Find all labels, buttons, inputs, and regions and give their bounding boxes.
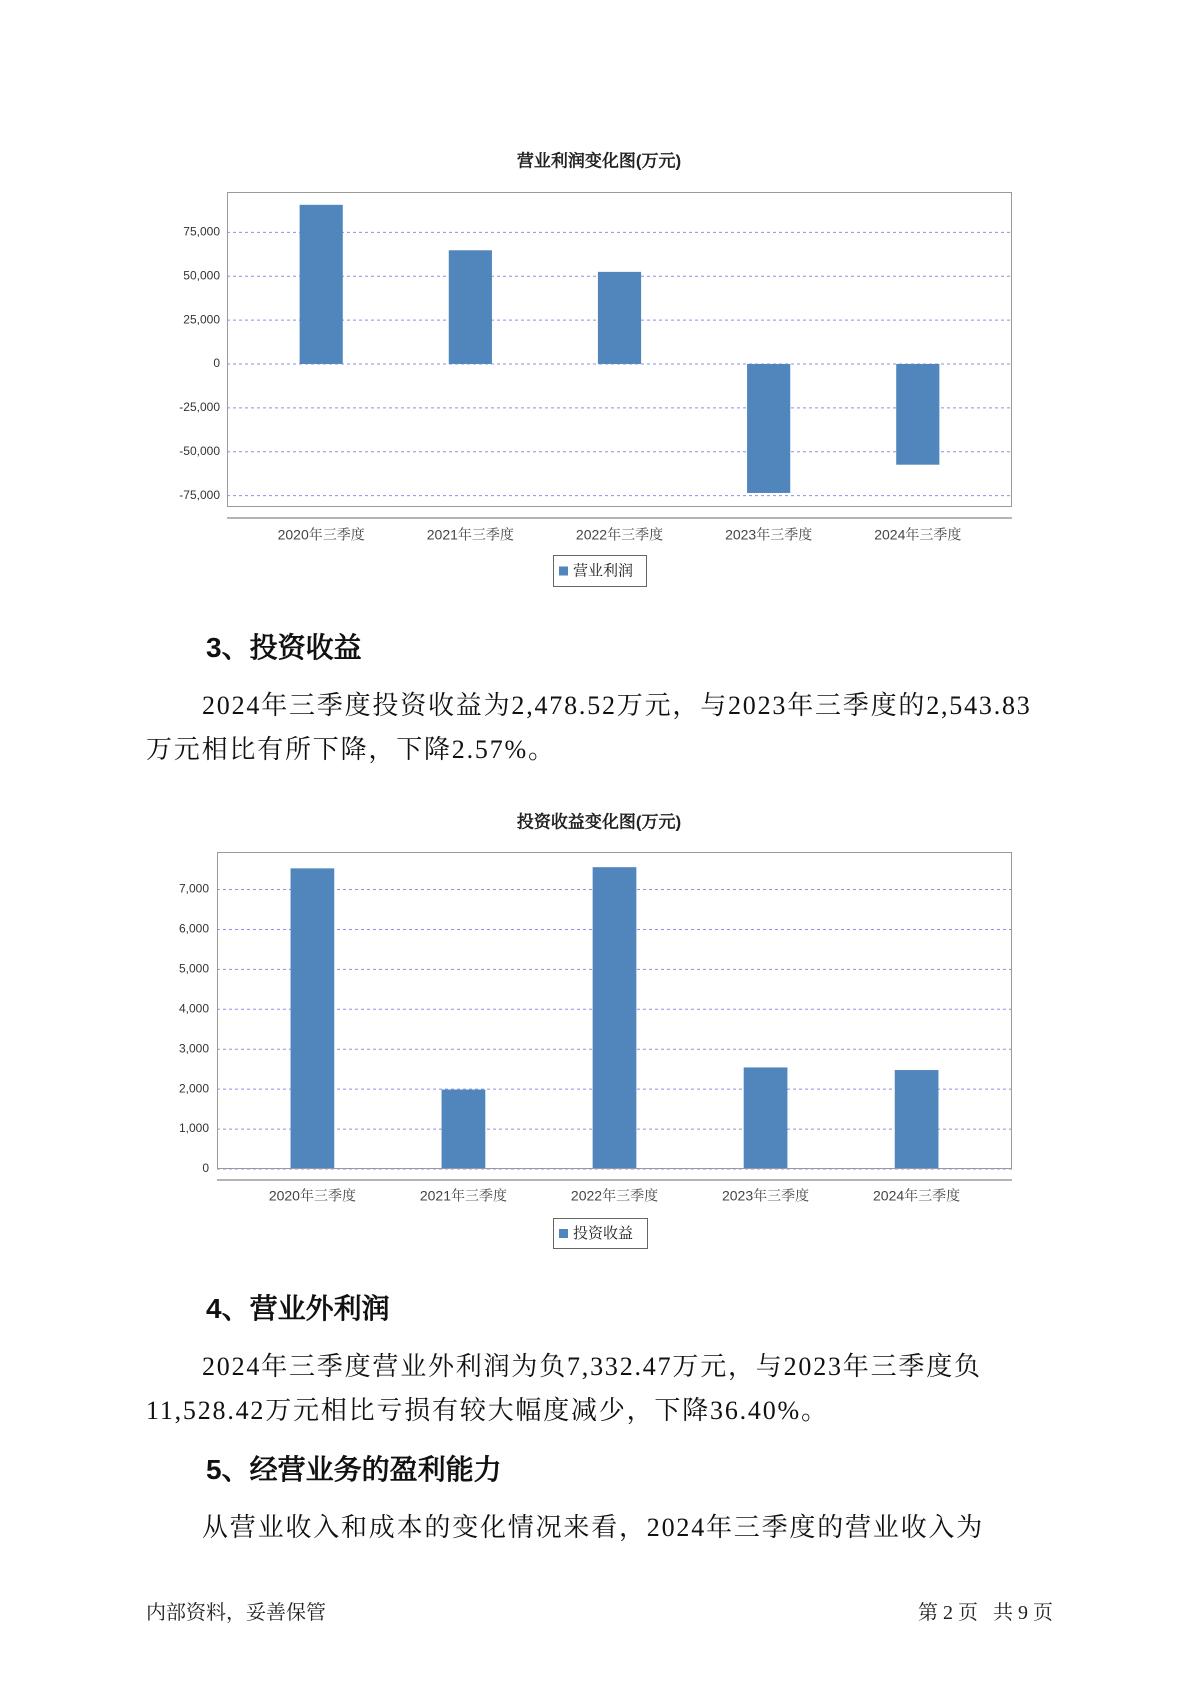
bar-2022年三季度 <box>593 867 637 1169</box>
investment-income-chart <box>150 800 1040 1260</box>
bar-2022年三季度 <box>598 272 641 364</box>
y-tick-label: 75,000 <box>183 224 220 239</box>
paragraph <box>146 1506 1048 1550</box>
section-profitability <box>146 1450 1048 1550</box>
footer-confidential-note: 内部资料，妥善保管 <box>146 1602 326 1624</box>
paragraph-line: 从营业收入和成本的变化情况来看，2024年三季度的营业收入为 <box>202 1513 985 1542</box>
x-category-label: 2022年三季度 <box>570 1187 659 1204</box>
legend-label: 投资收益 <box>573 1224 634 1242</box>
bar-2024年三季度 <box>896 364 939 465</box>
legend-swatch <box>559 1229 568 1238</box>
y-tick-label: 2,000 <box>178 1081 209 1096</box>
paragraph <box>146 684 1048 772</box>
y-tick-label: -50,000 <box>179 443 220 458</box>
x-category-label: 2020年三季度 <box>268 1187 356 1204</box>
bar-2024年三季度 <box>895 1070 939 1169</box>
y-tick-label: -75,000 <box>179 487 220 502</box>
x-category-label: 2021年三季度 <box>419 1187 508 1204</box>
paragraph <box>146 1345 1048 1433</box>
footer-page-number: 第 2 页 共 9 页 <box>918 1602 1053 1624</box>
section-investment-income <box>146 628 1048 772</box>
x-category-label: 2023年三季度 <box>725 526 813 543</box>
y-tick-label: 0 <box>213 356 220 371</box>
section-non-operating-profit <box>146 1289 1048 1433</box>
bar-2021年三季度 <box>449 250 492 364</box>
paragraph-line: 2024年三季度投资收益为2,478.52万元，与2023年三季度的2,543.83 <box>202 691 1032 720</box>
bar-2023年三季度 <box>747 364 790 493</box>
chart-title: 营业利润变化图(万元) <box>516 151 682 171</box>
bar-2020年三季度 <box>300 205 343 364</box>
bar-2023年三季度 <box>744 1067 788 1169</box>
page-footer <box>146 1599 1053 1627</box>
y-tick-label: 1,000 <box>178 1121 209 1136</box>
bar-2021年三季度 <box>442 1090 486 1169</box>
y-tick-label: 7,000 <box>178 881 209 896</box>
y-tick-label: 6,000 <box>178 921 209 936</box>
legend-label: 营业利润 <box>573 562 634 580</box>
x-category-label: 2021年三季度 <box>426 526 514 543</box>
section-heading: 4、营业外利润 <box>206 1293 390 1324</box>
operating-profit-chart <box>150 140 1040 600</box>
chart-title: 投资收益变化图(万元) <box>516 812 682 832</box>
y-tick-label: 3,000 <box>178 1041 209 1056</box>
bar-2020年三季度 <box>291 868 335 1169</box>
operating-profit-chart-svg <box>150 140 1040 600</box>
x-category-label: 2020年三季度 <box>277 526 365 543</box>
paragraph-line: 万元相比有所下降，下降2.57%。 <box>146 735 556 764</box>
x-category-label: 2022年三季度 <box>575 526 664 543</box>
legend-swatch <box>559 567 568 576</box>
section-heading: 3、投资收益 <box>206 632 362 663</box>
x-category-label: 2024年三季度 <box>873 1187 961 1204</box>
paragraph-line: 2024年三季度营业外利润为负7,332.47万元，与2023年三季度负 <box>202 1352 982 1381</box>
paragraph-line: 11,528.42万元相比亏损有较大幅度减少，下降36.40%。 <box>146 1396 829 1425</box>
y-tick-label: 5,000 <box>178 961 209 976</box>
y-tick-label: 0 <box>202 1161 209 1176</box>
x-category-label: 2024年三季度 <box>874 526 962 543</box>
y-tick-label: 25,000 <box>183 312 220 327</box>
x-category-label: 2023年三季度 <box>721 1187 810 1204</box>
y-tick-label: 4,000 <box>178 1001 209 1016</box>
y-tick-label: 50,000 <box>183 268 220 283</box>
y-tick-label: -25,000 <box>179 400 220 415</box>
investment-income-chart-svg <box>150 800 1040 1260</box>
section-heading: 5、经营业务的盈利能力 <box>206 1454 502 1485</box>
